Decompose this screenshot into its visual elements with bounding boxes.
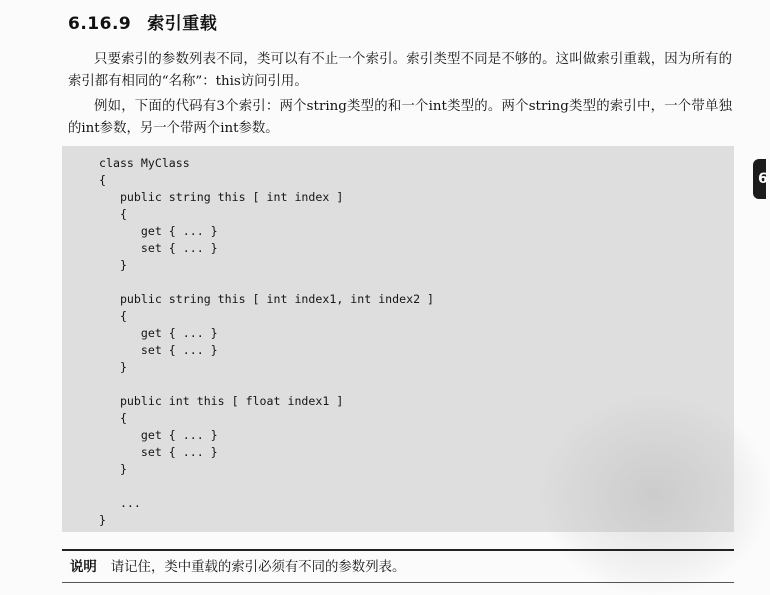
code-listing — [62, 146, 734, 532]
section-title: 索引重载 — [147, 14, 218, 34]
section-heading — [68, 9, 217, 34]
note-label: 说明 — [70, 560, 97, 575]
note-text: 请记住，类中重载的索引必须有不同的参数列表。 — [110, 560, 406, 575]
note-bottom-rule — [62, 582, 734, 583]
note-top-rule — [62, 549, 734, 551]
paragraph-intro: 只要索引的参数列表不同，类可以有不止一个索引。索引类型不同是不够的。这叫做索引重载，因为所有的索引都有相同的“名称”：this访问引用。 — [68, 52, 732, 89]
paragraph-example: 例如，下面的代码有3个索引：两个string类型的和一个int类型的。两个string类型的索引中，一个带单独的int参数，另一个带两个int参数。 — [68, 99, 732, 136]
chapter-tab: 6 — [753, 159, 766, 199]
section-number: 6.16.9 — [68, 14, 132, 34]
code-text: class MyClass { public string this [ int index ] { get { ... } set { ... } } public string this [ int index1, int index2 ] { get { ... } set { ... } } public int this [ float index1 ] { get { ... } set { ... } } ... } — [99, 156, 435, 527]
note-box — [70, 556, 405, 575]
